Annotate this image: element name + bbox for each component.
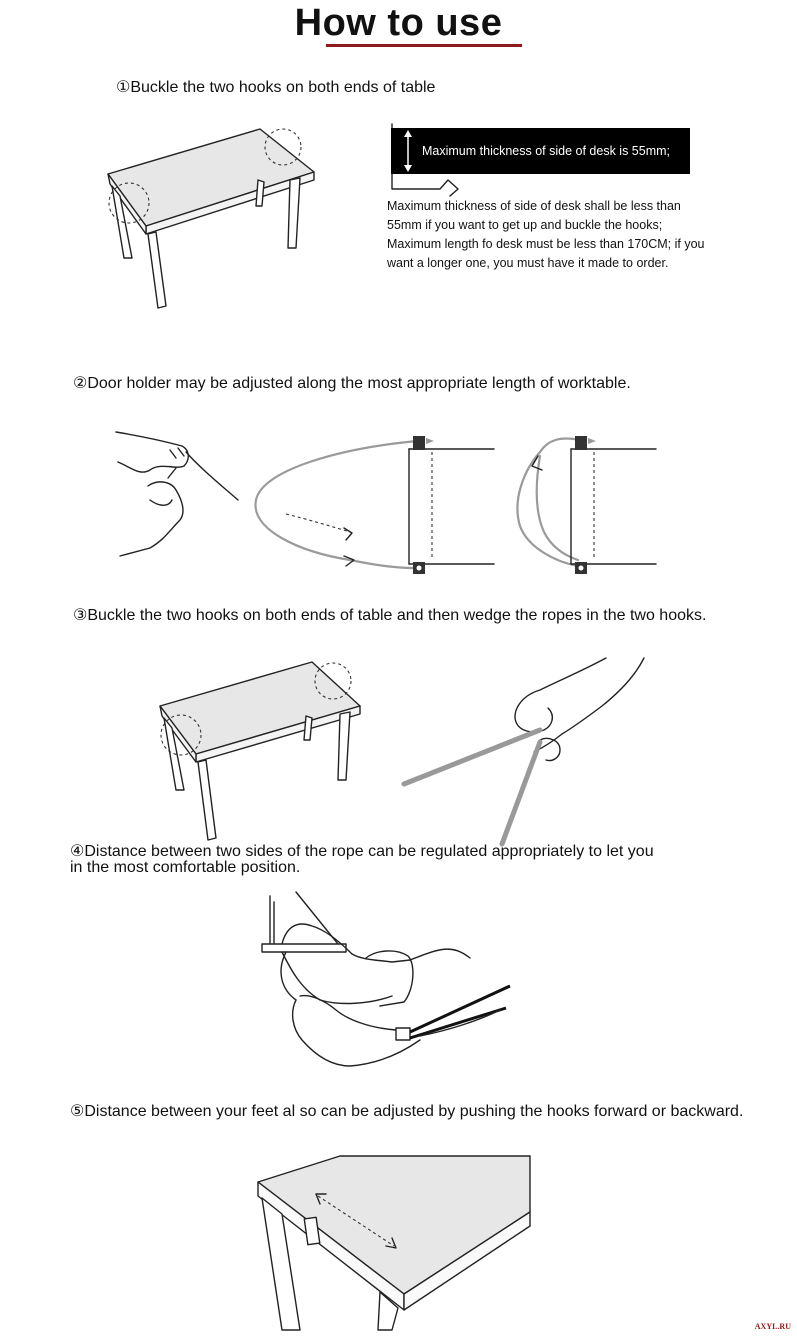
desk-size-note: Maximum thickness of side of desk shall be less than 55mm if you want to get up and buckle the hooks; Maximum length fo desk must be less than 170CM; if you want a longer one, you must have it made to order. [387, 199, 705, 270]
step-1-label: ①Buckle the two hooks on both ends of table [116, 79, 436, 96]
desk-thickness-callout: Maximum thickness of side of desk is 55mm; [391, 128, 690, 174]
step-2-label: ②Door holder may be adjusted along the most appropriate length of worktable. [73, 375, 631, 392]
step-4-label-line1: ④Distance between two sides of the rope can be regulated appropriately to let you [70, 843, 654, 860]
page-title: How to use [294, 2, 503, 44]
step-5-label: ⑤Distance between your feet al so can be adjusted by pushing the hooks forward or backward. [70, 1103, 744, 1120]
step-4-label-line2: in the most comfortable position. [70, 859, 301, 876]
step-3-label: ③Buckle the two hooks on both ends of table and then wedge the ropes in the two hooks. [73, 607, 707, 624]
watermark: AXYL.RU [754, 1322, 791, 1331]
